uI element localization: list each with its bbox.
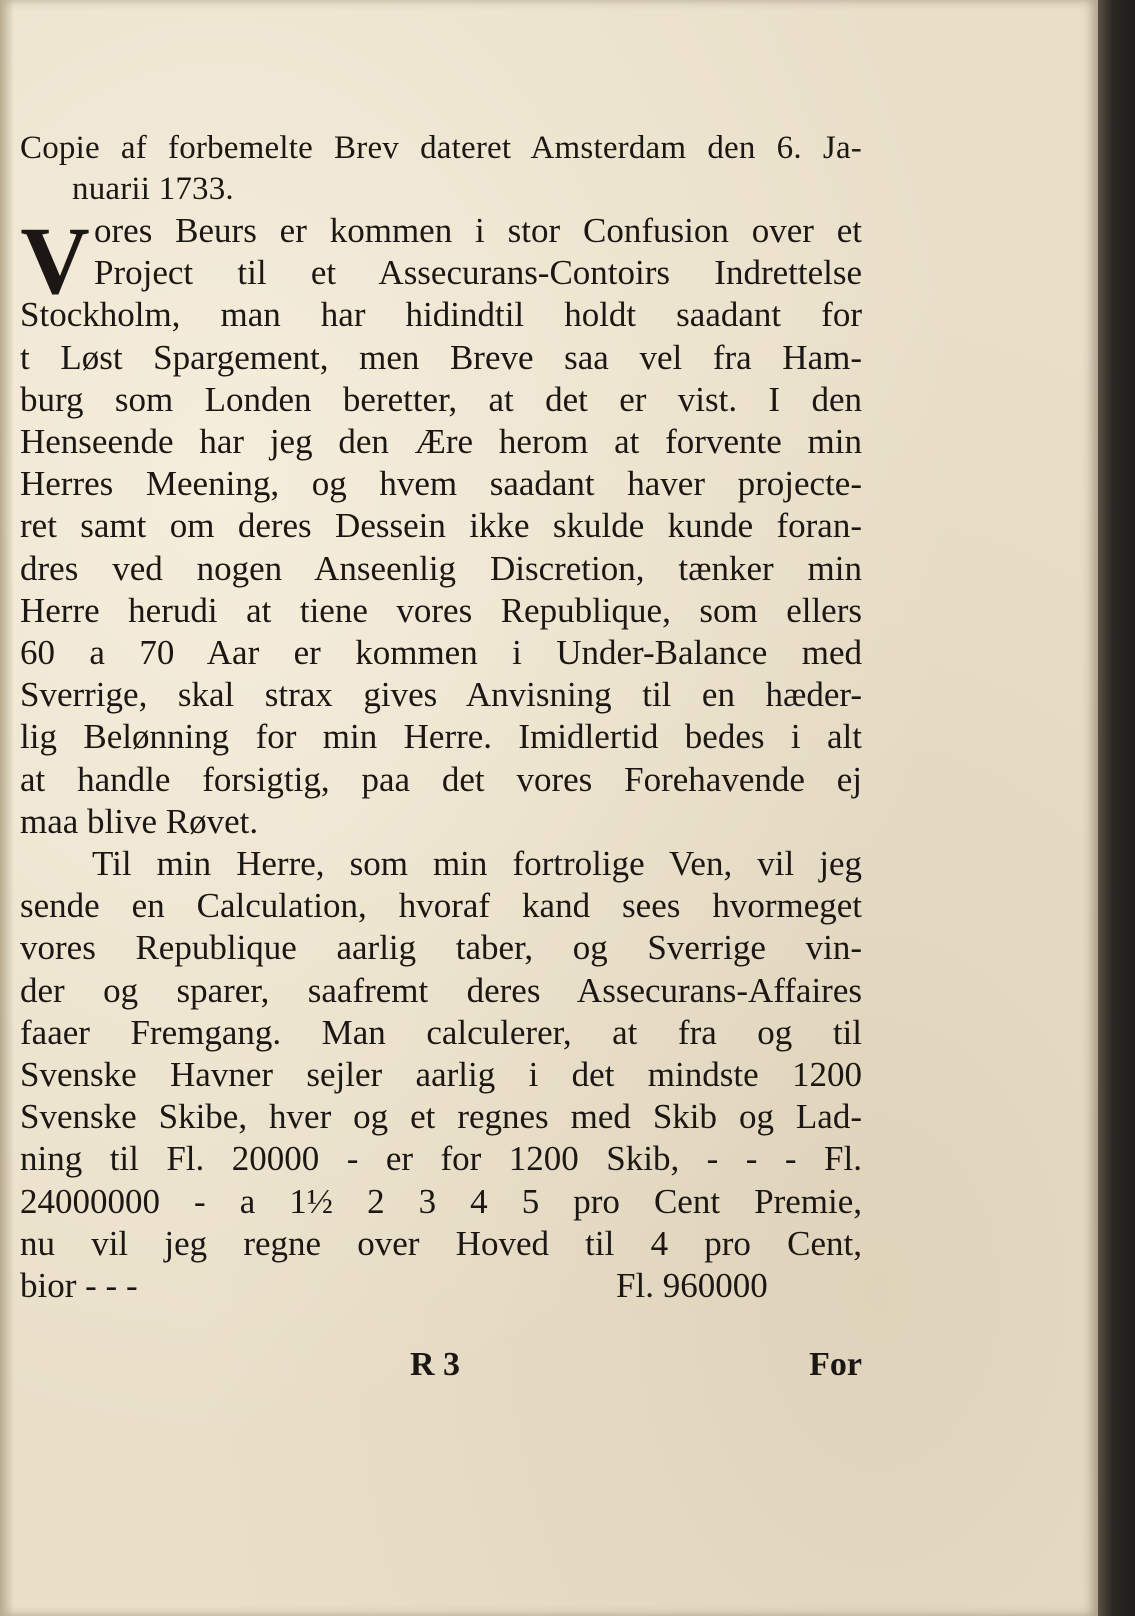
- catchword: For: [809, 1346, 862, 1383]
- calculation-total-line: [20, 1265, 862, 1307]
- letter-heading: [20, 128, 862, 210]
- text-line: Svenske Havner sejler aarlig i det mindste 1200: [20, 1055, 862, 1095]
- paragraph-1: [20, 207, 862, 843]
- text-line: Henseende har jeg den Ære herom at forvente min: [20, 422, 862, 462]
- text-line: Stockholm, man har hidindtil holdt saadant for: [20, 295, 862, 335]
- text-line: 24000000 - a 1½ 2 3 4 5 pro Cent Premie,: [20, 1181, 862, 1221]
- text-line: der og sparer, saafremt deres Assecurans-Affaires: [20, 970, 862, 1010]
- text-line: vores Republique aarlig taber, og Sverrige vin-: [20, 928, 862, 968]
- drop-cap-initial: V: [20, 207, 90, 314]
- text-line: Sverrige, skal strax gives Anvisning til en hæder-: [20, 675, 862, 715]
- paragraph-2: [20, 843, 862, 1265]
- text-line: Til min Herre, som min fortrolige Ven, vil jeg: [92, 844, 862, 884]
- text-line: Project til et Assecurans-Contoirs Indrettelse: [94, 253, 862, 293]
- text-line: dres ved nogen Anseenlig Discretion, tænker min: [20, 548, 862, 588]
- text-line: nu vil jeg regne over Hoved til 4 pro Cent,: [20, 1223, 862, 1263]
- page-gutter-shadow: [0, 0, 14, 1616]
- text-line: faaer Fremgang. Man calculerer, at fra og til: [20, 1012, 862, 1052]
- text-line: 60 a 70 Aar er kommen i Under-Balance med: [20, 633, 862, 673]
- page-footer: [20, 1346, 862, 1390]
- text-line: sende en Calculation, hvoraf kand sees hvormeget: [20, 886, 862, 926]
- text-line: Herre herudi at tiene vores Republique, som ellers: [20, 590, 862, 630]
- heading-line: nuarii 1733.: [72, 171, 234, 207]
- text-line: Herres Meening, og hvem saadant haver projecte-: [20, 464, 862, 504]
- text-line: t Løst Spargement, men Breve saa vel fra Ham-: [20, 337, 862, 377]
- page-right-edge: [1098, 0, 1135, 1616]
- text-line: ning til Fl. 20000 - er for 1200 Skib, - - - Fl.: [20, 1139, 862, 1179]
- calc-total-value: Fl. 960000: [616, 1266, 768, 1306]
- text-line: ret samt om deres Dessein ikke skulde kunde foran-: [20, 506, 862, 546]
- heading-line: Copie af forbemelte Brev dateret Amsterdam den 6. Ja-: [20, 130, 862, 166]
- text-line: ores Beurs er kommen i stor Confusion over et: [94, 211, 862, 250]
- text-line: burg som Londen beretter, at det er vist. I den: [20, 379, 862, 419]
- text-line: at handle forsigtig, paa det vores Forehavende ej: [20, 759, 862, 799]
- text-line: Svenske Skibe, hver og et regnes med Skib og Lad-: [20, 1097, 862, 1137]
- page-text: [20, 128, 862, 1307]
- text-line: maa blive Røvet.: [20, 801, 259, 841]
- calc-label: bior - - -: [20, 1266, 138, 1306]
- text-line: lig Belønning for min Herre. Imidlertid bedes i alt: [20, 717, 862, 757]
- signature-mark: R 3: [410, 1346, 461, 1383]
